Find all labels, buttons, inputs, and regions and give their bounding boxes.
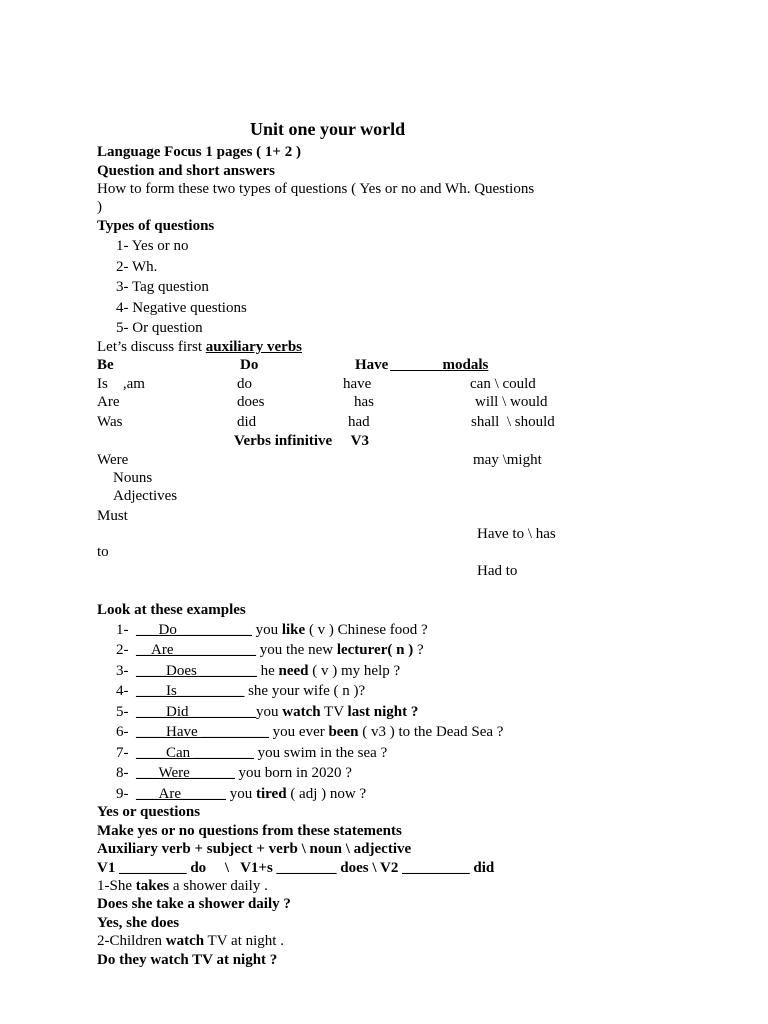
language-focus-heading: Language Focus 1 pages ( 1+ 2 ) bbox=[97, 144, 301, 160]
example-item bbox=[116, 662, 400, 680]
statement-2 bbox=[97, 932, 284, 950]
example-blank: __Are___________ bbox=[136, 642, 256, 658]
column-header-modals bbox=[390, 356, 488, 374]
may-might-text: may \might bbox=[473, 452, 542, 468]
table-cell: have bbox=[343, 376, 372, 392]
example-item bbox=[116, 621, 428, 639]
statement-text: 2-Children bbox=[97, 933, 166, 949]
example-bold: tired bbox=[256, 786, 287, 802]
page-title: Unit one your world bbox=[250, 119, 406, 139]
example-text: you swim in the sea ? bbox=[253, 745, 388, 761]
list-item bbox=[116, 299, 247, 317]
example-blank: ____Does________ bbox=[136, 663, 257, 679]
example-text: ( v ) Chinese food ? bbox=[305, 622, 428, 638]
example-text: she your wife ( n )? bbox=[244, 683, 366, 699]
verbs-infinitive-line: Verbs infinitive V3 bbox=[234, 433, 370, 449]
example-text: he bbox=[256, 663, 279, 679]
example-text: you the new bbox=[256, 642, 337, 658]
example-bold: last night ? bbox=[347, 704, 419, 720]
list-text: Negative questions bbox=[132, 300, 247, 316]
formula-line: Auxiliary verb + subject + verb \ noun \ adjective bbox=[97, 841, 412, 857]
list-number: 1- bbox=[116, 238, 129, 254]
verb-forms-line: V1 _________ do \ V1+s ________ does \ V2 _________ did bbox=[97, 860, 495, 876]
example-number: 2- bbox=[116, 642, 136, 658]
example-number: 8- bbox=[116, 765, 136, 781]
list-number: 2- bbox=[116, 259, 129, 275]
statement-verb: watch bbox=[165, 933, 205, 949]
have-to-text: Have to \ has bbox=[477, 526, 556, 542]
example-text: you bbox=[256, 704, 283, 720]
statement-verb: takes bbox=[135, 878, 170, 894]
example-number: 7- bbox=[116, 745, 136, 761]
question-1: Does she take a shower daily ? bbox=[97, 896, 291, 912]
table-cell: Are bbox=[97, 394, 120, 410]
table-cell: did bbox=[237, 414, 257, 430]
table-cell: shall \ should bbox=[471, 414, 555, 430]
to-text: to bbox=[97, 544, 109, 560]
example-blank: ____Did_________ bbox=[136, 704, 256, 720]
auxiliary-verbs-label: auxiliary verbs bbox=[205, 339, 302, 355]
example-bold: watch bbox=[282, 704, 321, 720]
list-number: 4- bbox=[116, 300, 129, 316]
example-item bbox=[116, 764, 352, 782]
example-number: 4- bbox=[116, 683, 136, 699]
example-text: ( v ) my help ? bbox=[308, 663, 401, 679]
intro-text-continued: ) bbox=[97, 199, 102, 215]
example-text: TV bbox=[320, 704, 348, 720]
discuss-line bbox=[97, 338, 302, 356]
table-cell: will \ would bbox=[475, 394, 548, 410]
column-header-do: Do bbox=[240, 357, 259, 373]
list-text: Or question bbox=[132, 320, 203, 336]
instruction-heading: Make yes or no questions from these statements bbox=[97, 823, 402, 839]
statement-text: 1-She bbox=[97, 878, 136, 894]
modals-label: modals bbox=[442, 357, 489, 373]
question-2: Do they watch TV at night ? bbox=[97, 952, 278, 968]
table-cell: has bbox=[354, 394, 374, 410]
example-blank: ___Do__________ bbox=[136, 622, 252, 638]
column-header-have: Have bbox=[355, 357, 389, 373]
example-bold: need bbox=[278, 663, 309, 679]
table-cell: do bbox=[237, 376, 252, 392]
example-item bbox=[116, 785, 366, 803]
example-item bbox=[116, 703, 418, 721]
were-text: Were bbox=[97, 452, 129, 468]
discuss-text: Let’s discuss first bbox=[97, 339, 206, 355]
example-blank: ___Were______ bbox=[136, 765, 235, 781]
intro-text: How to form these two types of questions ( Yes or no and Wh. Questions bbox=[97, 181, 535, 197]
example-blank: ____Can ________ bbox=[136, 745, 254, 761]
example-bold: like bbox=[281, 622, 306, 638]
list-item bbox=[116, 258, 157, 276]
table-cell: Is ,am bbox=[97, 376, 145, 392]
had-to-text: Had to bbox=[477, 563, 518, 579]
example-item bbox=[116, 641, 424, 659]
example-text: you bbox=[226, 786, 256, 802]
example-item bbox=[116, 682, 365, 700]
list-text: Wh. bbox=[131, 259, 158, 275]
nouns-text: Nouns bbox=[113, 470, 153, 486]
example-text: ( v3 ) to the Dead Sea ? bbox=[358, 724, 504, 740]
example-item bbox=[116, 744, 387, 762]
example-text: you bbox=[251, 622, 282, 638]
adjectives-text: Adjectives bbox=[113, 488, 178, 504]
example-item bbox=[116, 723, 503, 741]
list-number: 5- bbox=[116, 320, 129, 336]
example-text: you born in 2020 ? bbox=[234, 765, 352, 781]
yes-or-questions-heading: Yes or questions bbox=[97, 804, 201, 820]
example-blank: ___Are______ bbox=[136, 786, 226, 802]
example-number: 9- bbox=[116, 786, 136, 802]
example-blank: ____Is_________ bbox=[136, 683, 245, 699]
table-cell: can \ could bbox=[470, 376, 536, 392]
example-bold: been bbox=[328, 724, 359, 740]
column-header-be: Be bbox=[97, 357, 114, 373]
example-number: 3- bbox=[116, 663, 136, 679]
statement-text: TV at night . bbox=[204, 933, 284, 949]
examples-heading: Look at these examples bbox=[97, 602, 246, 618]
statement-1 bbox=[97, 877, 268, 895]
list-text: Tag question bbox=[131, 279, 209, 295]
table-cell: does bbox=[237, 394, 265, 410]
example-number: 5- bbox=[116, 704, 136, 720]
example-bold: lecturer( n ) bbox=[336, 642, 414, 658]
example-blank: ____Have _________ bbox=[136, 724, 269, 740]
example-number: 6- bbox=[116, 724, 136, 740]
example-text: ( adj ) now ? bbox=[286, 786, 367, 802]
list-item bbox=[116, 278, 209, 296]
table-cell: had bbox=[348, 414, 370, 430]
list-item bbox=[116, 319, 203, 337]
list-text: Yes or no bbox=[131, 238, 189, 254]
section-heading: Question and short answers bbox=[97, 163, 275, 179]
answer-1: Yes, she does bbox=[97, 915, 180, 931]
example-text: you ever bbox=[268, 724, 329, 740]
example-text: ? bbox=[413, 642, 424, 658]
example-number: 1- bbox=[116, 622, 136, 638]
list-item bbox=[116, 237, 189, 255]
types-heading: Types of questions bbox=[97, 218, 215, 234]
list-number: 3- bbox=[116, 279, 129, 295]
table-cell: Was bbox=[97, 414, 123, 430]
statement-text: a shower daily . bbox=[169, 878, 268, 894]
must-text: Must bbox=[97, 508, 128, 524]
